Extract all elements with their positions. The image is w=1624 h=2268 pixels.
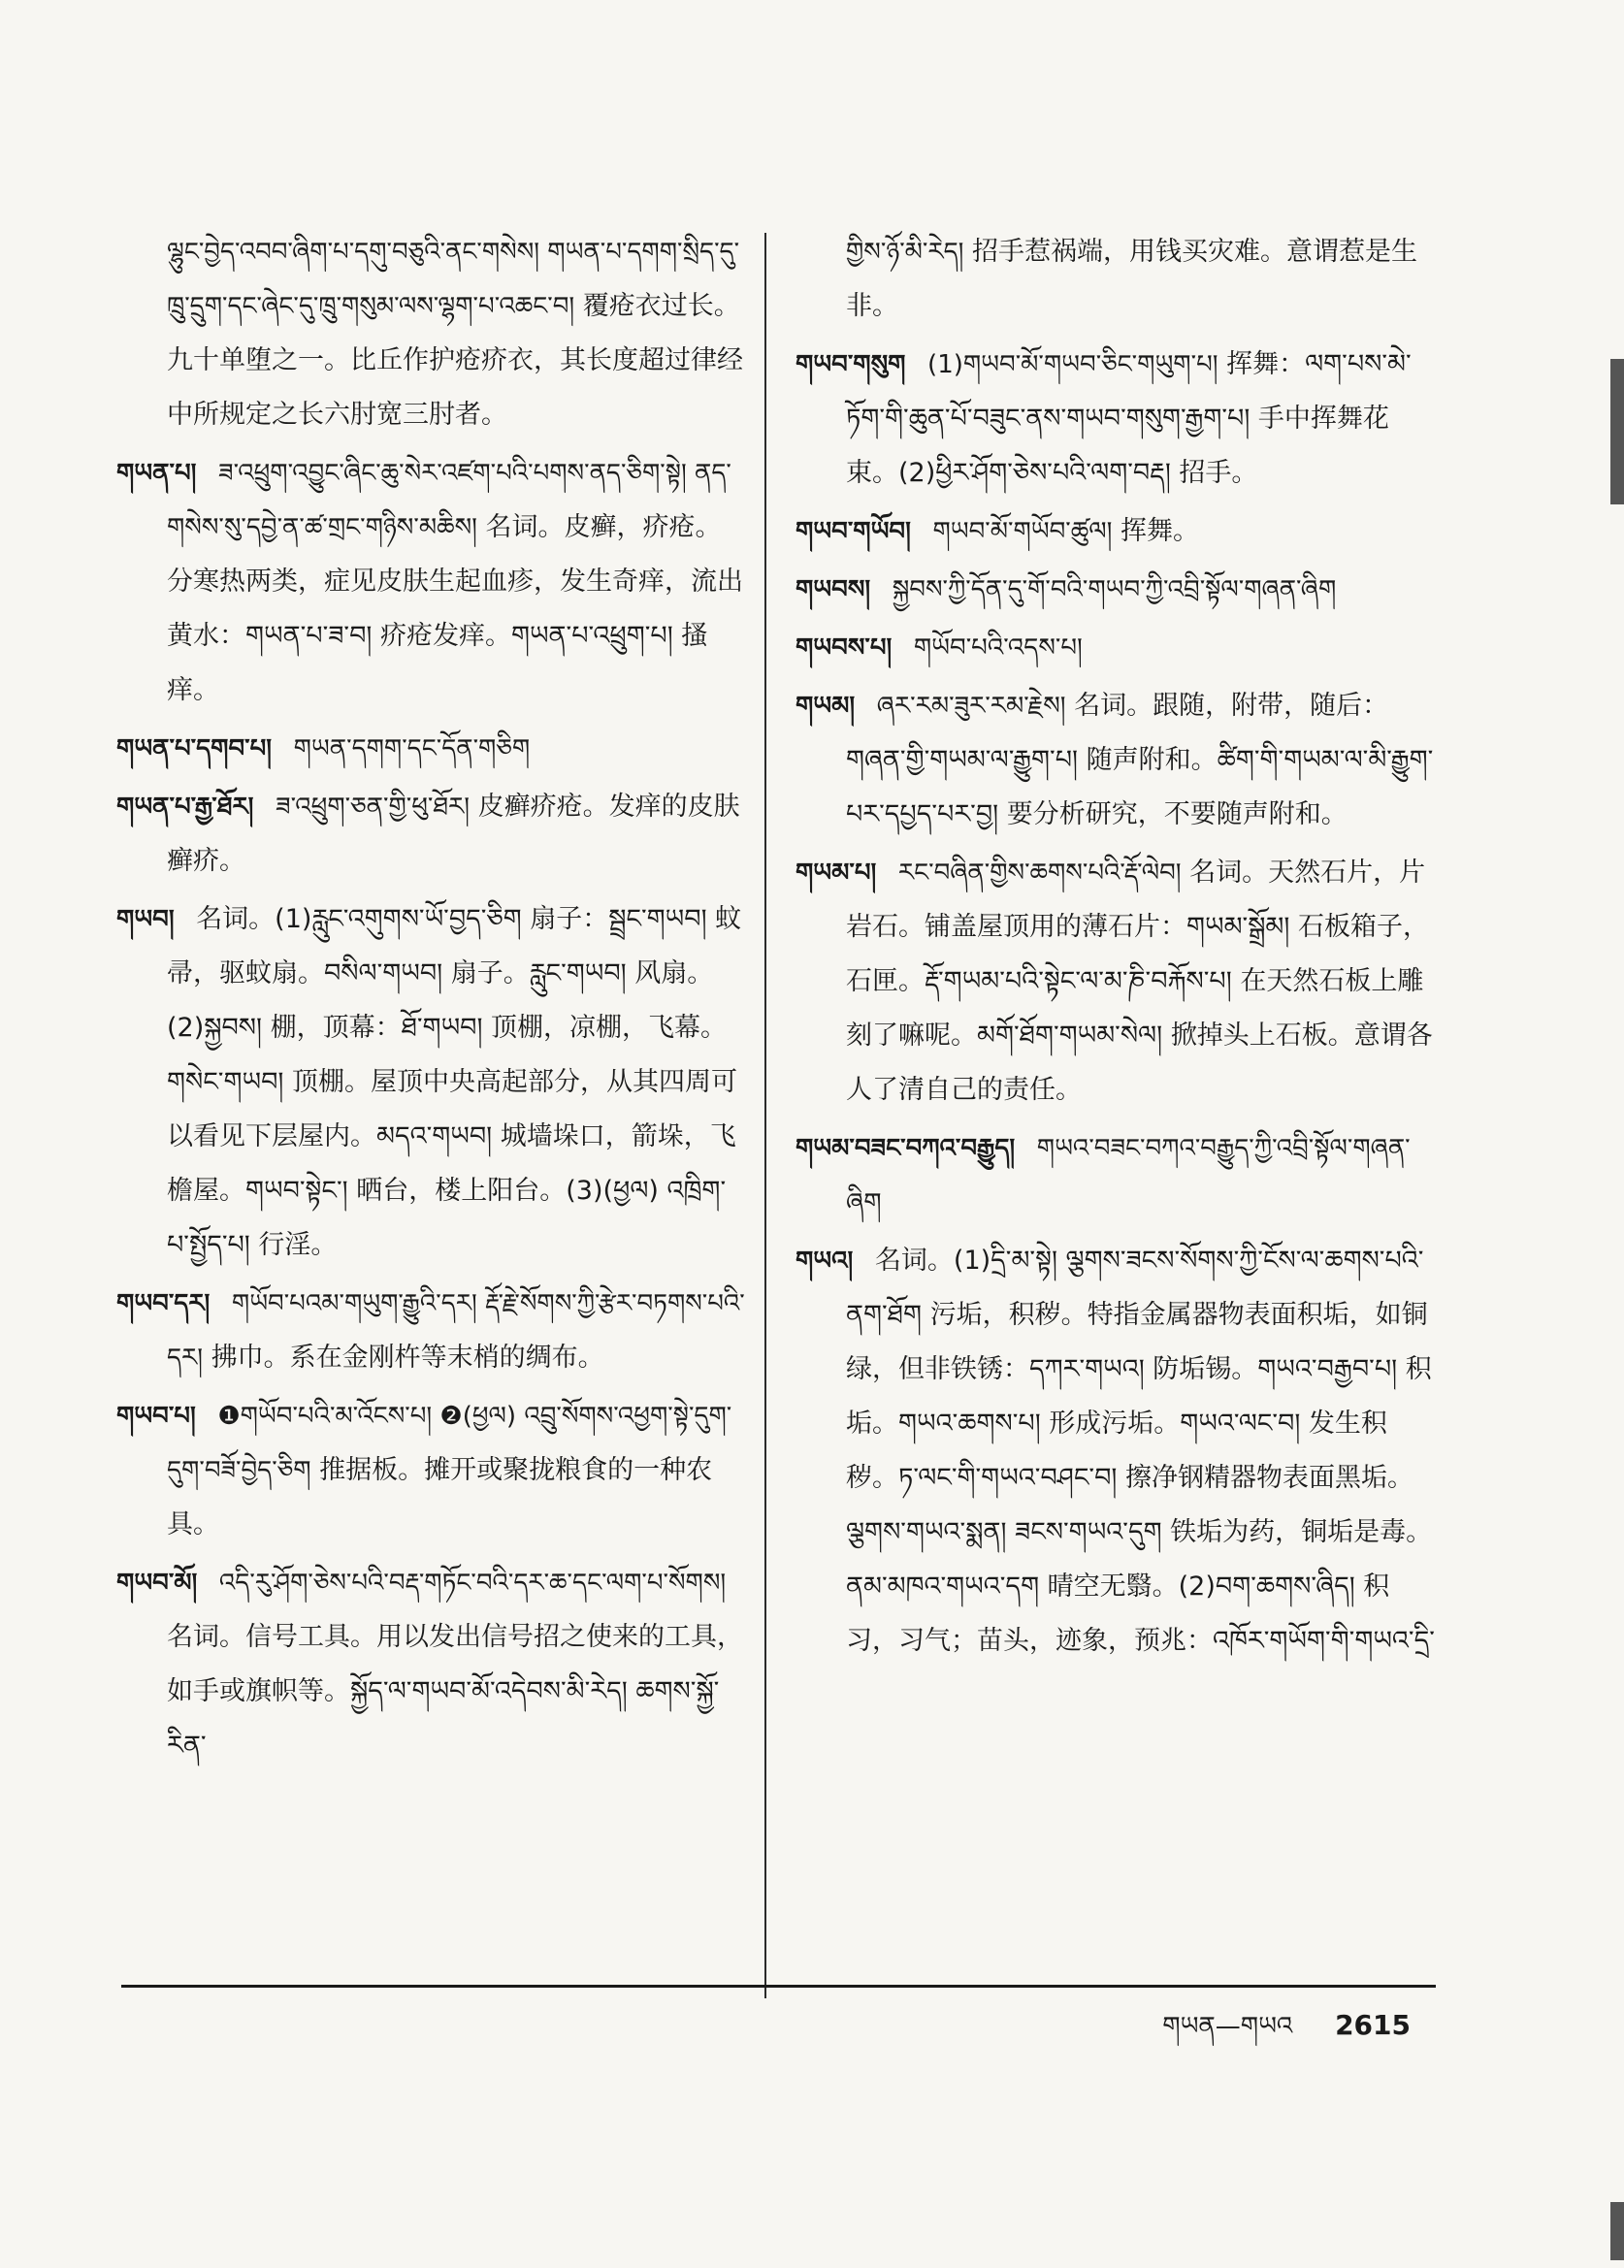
- right-column: [796, 225, 1436, 1987]
- tibetan-definition: རང་བཞིན་གྱིས་ཆགས་པའི་རྡོ་ལེབ།: [897, 859, 1182, 888]
- tibetan-definition: ཟ་འཕྲུག་ཅན་གྱི་ཕུ་ཐོར།: [276, 793, 471, 822]
- dictionary-entry: [116, 780, 747, 889]
- chinese-definition: 名词。(1)དྲི་མ་སྟེ། ལྕགས་ཟངས་སོགས་ཀྱི་ངོས་ལ་ཆགས་པའི་ནག་ཐོག 污垢，积秽。特指金属器物表面积垢，如铜绿，但非铁锈：དཀར་གཡའ། 防垢锡。གཡའ་བརྒྱབ་པ། 积垢。གཡའ་ཆགས་པ། 形成污垢。གཡའ་ལང་བ། 发生积秽。ཏ་ལང་གི་གཡའ་བཤང་བ། 擦净钢精器物表面黑垢。ལྕགས་གཡའ་སྨན། ཟངས་གཡའ་དུག 铁垢为药，铜垢是毒。ནམ་མཁའ་གཡའ་དག 晴空无翳。(2)བག་ཆགས་ཞིད། 积习，习气；苗头，迹象，预兆：འཁོར་གཡོག་གི་གཡའ་དྲི་: [846, 1246, 1435, 1656]
- headword: གཡན་པ།: [116, 459, 197, 488]
- headword: གཡབས་པ།: [796, 633, 893, 663]
- dictionary-entry: [116, 892, 747, 1273]
- dictionary-entry: [116, 1389, 747, 1552]
- dictionary-entry: [796, 504, 1436, 559]
- tibetan-definition: (1)གཡབ་མོ་གཡབ་ཅིང་གཡུག་པ།: [927, 350, 1218, 379]
- tibetan-definition: གཡོབ་པའི་འདས་པ།: [913, 633, 1083, 663]
- page-footer: [1162, 1998, 1411, 2069]
- chinese-definition: 覆疮衣过长。九十单堕之一。比丘作护疮疥衣，其长度超过律经中所规定之长六肘宽三肘者。: [167, 291, 743, 430]
- dictionary-entry: [796, 621, 1436, 675]
- chinese-definition: 名词。皮癣，疥疮。分寒热两类，症见皮肤生起血疹，发生奇痒，流出黄水：གཡན་པ་ཟ་བ། 疥疮发痒。གཡན་པ་འཕྲུག་པ། 搔痒。: [167, 512, 743, 705]
- dictionary-entry: [116, 225, 747, 442]
- dictionary-entry: [796, 1234, 1436, 1669]
- headword: གཡབ་གཡོབ།: [796, 517, 911, 546]
- tibetan-definition: ཞར་རམ་ཟུར་རམ་རྗེས།: [876, 692, 1066, 721]
- headword: གཡམ་བཟང་བཀའ་བརྒྱུད།: [796, 1134, 1016, 1163]
- chinese-definition: 挥舞：ལག་པས་མེ་ཏོག་གི་ཆུན་པོ་བཟུང་ནས་གཡབ་གསུག་རྒྱག་པ། 手中挥舞花束。(2)ཕྱིར་ཤོག་ཅེས་པའི་ལག་བརྡ། 招手。: [846, 349, 1412, 488]
- dictionary-entry: [116, 1277, 747, 1385]
- headword: གཡབ་གསུག: [796, 350, 906, 379]
- dictionary-entry: [796, 338, 1436, 501]
- column-divider: [764, 233, 766, 1998]
- dictionary-entry: [116, 1556, 747, 1773]
- page-number: 2615: [1335, 2009, 1411, 2041]
- dictionary-entry: [796, 563, 1436, 617]
- dictionary-entry: [116, 446, 747, 718]
- chinese-definition: 拂巾。系在金刚杵等末梢的绸布。: [211, 1343, 604, 1373]
- tibetan-definition: གྱིས་ཉོ་མི་རེད།: [846, 238, 964, 267]
- footer-rule: [121, 1985, 1436, 1988]
- tibetan-definition: གཡབ་མོ་གཡོབ་ཚུལ།: [932, 517, 1113, 546]
- headword: གཡབ་དར།: [116, 1289, 211, 1318]
- chinese-definition: 名词。跟随，附带，随后：གཞན་གྱི་གཡམ་ལ་རྒྱུག་པ། 随声附和。ཚིག་གི་གཡམ་ལ་མི་རྒྱུག་པར་དཔྱད་པར་བྱ། 要分析研究，不要随声附和。: [846, 691, 1434, 829]
- chinese-definition: 推据板。摊开或聚拢粮食的一种农具。: [167, 1455, 713, 1539]
- headword-range: གཡན—གཡའ: [1162, 2012, 1293, 2041]
- chinese-definition: 名词。信号工具。用以发出信号招之使来的工具，如手或旗帜等。སྐྱོད་ལ་གཡབ་མོ་འདེབས་མི་རེད། ཆགས་སྐྱོ་རིན་: [167, 1622, 743, 1761]
- tibetan-definition: འདི་རུ་ཤོག་ཅེས་པའི་བརྡ་གཏོང་བའི་དར་ཆ་དང་ལག་པ་སོགས།: [218, 1569, 727, 1598]
- headword: གཡབ་པ།: [116, 1402, 196, 1431]
- headword: གཡམ་པ།: [796, 859, 877, 888]
- dictionary-entry: [796, 1121, 1436, 1230]
- headword: གཡའ།: [796, 1247, 854, 1276]
- scan-edge-mark: [1610, 2202, 1624, 2260]
- headword: གཡབས།: [796, 575, 871, 604]
- chinese-definition: 名词。天然石片，片岩石。铺盖屋顶用的薄石片：གཡམ་སྒྲོམ། 石板箱子，石匣。རྡོ་གཡམ་པའི་སྟེང་ལ་མ་ཎི་བརྐོས་པ། 在天然石板上雕刻了嘛呢。མགོ་ཐོག་གཡམ་སེལ། 掀掉头上石板。意谓各人了清自己的责任。: [846, 858, 1433, 1105]
- tibetan-definition: ལྷུང་བྱེད་འབབ་ཞིག་པ་དགུ་བཅུའི་ནང་གསེས། གཡན་པ་དགག་སྲིད་དུ་ཁྲུ་དྲུག་དང་ཞེང་དུ་ཁྲུ་གསུམ་ལས་ལྷག་པ་འཆང་བ།: [167, 238, 740, 321]
- chinese-definition: 招手惹祸端，用钱买灾难。意谓惹是生非。: [846, 237, 1418, 321]
- tibetan-definition: ཟ་འཕྲུག་འབྱུང་ཞིང་ཆུ་སེར་འཛག་པའི་པགས་ནད་ཅིག་སྟེ། ནད་གསེས་སུ་དབྱེ་ན་ཚ་གྲང་གཉིས་མཆིས།: [167, 459, 731, 542]
- chinese-definition: 挥舞。: [1120, 516, 1199, 546]
- tibetan-definition: གཡའ་བཟང་བཀའ་བརྒྱུད་ཀྱི་འབྲི་སྟོལ་གཞན་ཞིག: [846, 1134, 1411, 1217]
- dictionary-entry: [796, 846, 1436, 1118]
- dictionary-entry: [116, 722, 747, 776]
- headword: གཡབ།: [116, 905, 175, 934]
- scan-edge-mark: [1610, 359, 1624, 504]
- chinese-definition: 皮癣疥疮。发痒的皮肤癣疥。: [167, 792, 740, 876]
- tibetan-definition: ❶གཡོབ་པའི་མ་འོངས་པ། ❷(ཕྱལ) འབྲུ་སོགས་འཕྱག་སྟེ་དུག་དུག་བཟོ་བྱེད་ཅིག: [167, 1402, 732, 1485]
- headword: གཡན་པ་དགབ་པ།: [116, 734, 273, 763]
- tibetan-definition: གཡན་དགག་དང་དོན་གཅིག: [293, 734, 531, 763]
- headword: གཡན་པ་རྒྱ་ཐོར།: [116, 793, 254, 822]
- tibetan-definition: གཡོབ་པའམ་གཡུག་རྒྱུའི་དར། རྡོ་རྗེ་སོགས་ཀྱི་རྩེར་བཏགས་པའི་དར།: [167, 1289, 745, 1373]
- chinese-definition: 名词。(1)རླུང་འགུགས་ཡོ་བྱད་ཅིག 扇子：སྦྲང་གཡབ། 蚊帚，驱蚊扇。བསིལ་གཡབ། 扇子。རླུང་གཡབ། 风扇。(2)སྐྱབས། 棚，顶幕：ཐོ་གཡབ། 顶棚，凉棚，飞幕。གསེང་གཡབ། 顶棚。屋顶中央高起部分，从其四周可以看见下层屋内。མདའ་གཡབ། 城墙垛口，箭垛，飞檐屋。གཡབ་སྟེང་། 晒台，楼上阳台。(3)(ཕྱལ) འཁྲིག་པ་སྤྱོད་པ། 行淫。: [167, 904, 742, 1260]
- dictionary-entry: [796, 225, 1436, 334]
- dictionary-entry: [796, 679, 1436, 842]
- left-column: [116, 225, 747, 1987]
- tibetan-definition: སྐྱབས་ཀྱི་དོན་དུ་གོ་བའི་གཡབ་ཀྱི་འབྲི་སྟོལ་གཞན་ཞིག: [892, 575, 1337, 604]
- headword: གཡབ་མོ།: [116, 1569, 198, 1598]
- headword: གཡམ།: [796, 692, 856, 721]
